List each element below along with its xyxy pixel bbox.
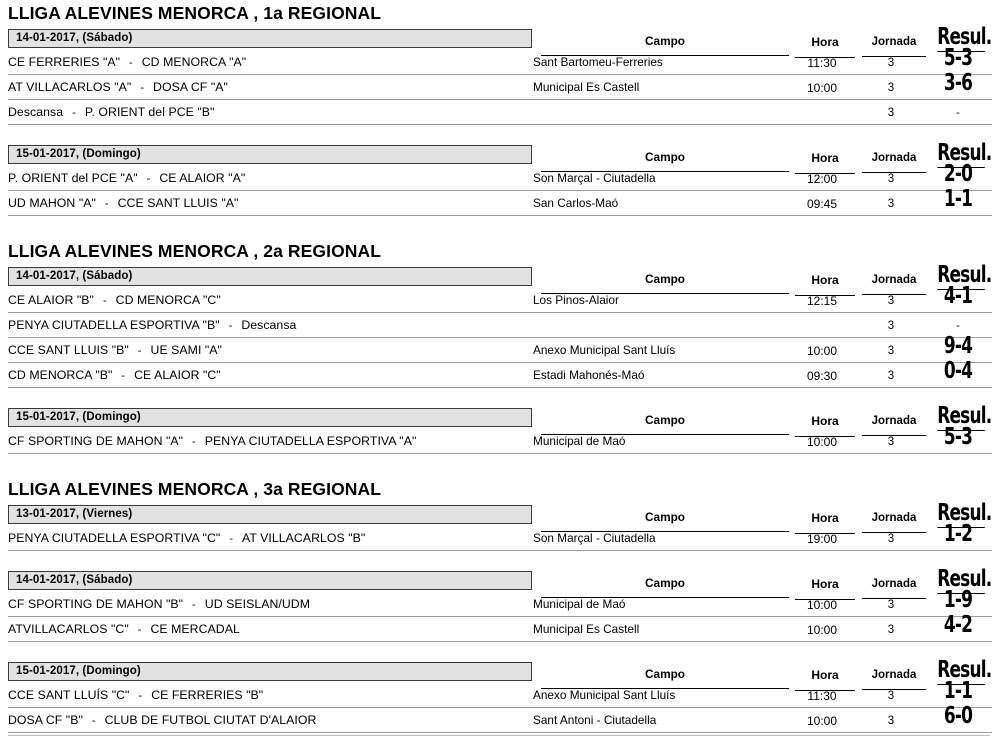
match-result: 5-3	[943, 424, 973, 450]
column-header-resul: Resul.	[937, 140, 992, 166]
vs-separator: -	[72, 107, 76, 119]
match-teams	[8, 617, 528, 643]
table-row	[8, 186, 992, 216]
column-headers	[541, 500, 992, 526]
block-spacer	[0, 460, 1000, 474]
column-header-hora: Hora	[795, 267, 855, 296]
home-team: AT VILLACARLOS "A"	[8, 80, 132, 94]
column-header-jornada: Jornada	[862, 505, 926, 533]
match-time: 11:30	[807, 689, 837, 703]
away-team: CE FERRERIES "B"	[151, 688, 264, 702]
table-row	[8, 313, 992, 338]
home-team: ATVILLACARLOS "C"	[8, 622, 129, 636]
home-team: CCE SANT LLUIS "B"	[8, 343, 129, 357]
home-team: PENYA CIUTADELLA ESPORTIVA "B"	[8, 318, 220, 332]
date-block	[0, 657, 1000, 733]
match-time: 10:00	[806, 623, 838, 637]
away-team: DOSA CF "A"	[153, 80, 228, 94]
match-time: 11:30	[807, 56, 837, 70]
match-teams	[8, 338, 528, 364]
home-team: CCE SANT LLUÍS "C"	[8, 688, 130, 702]
column-header-hora: Hora	[795, 662, 855, 691]
block-spacer	[0, 131, 1000, 145]
date-header-row	[0, 262, 1000, 288]
column-headers	[541, 403, 992, 429]
column-header-resul: Resul.	[937, 403, 992, 429]
match-venue: San Carlos-Maó	[533, 196, 619, 210]
date-badge: 14-01-2017, (Sábado)	[8, 267, 532, 286]
away-team: Descansa	[241, 318, 297, 332]
match-matchday: 3	[887, 320, 895, 332]
date-block	[0, 500, 1000, 551]
date-header-row	[0, 500, 1000, 526]
match-teams	[8, 100, 528, 126]
match-venue: Municipal Es Castell	[533, 80, 640, 94]
block-spacer	[0, 648, 1000, 662]
match-teams	[8, 592, 528, 618]
home-team: CE FERRERIES "A"	[8, 55, 121, 69]
vs-separator: -	[104, 198, 109, 210]
match-time: 09:30	[806, 369, 838, 383]
column-header-hora: Hora	[795, 408, 855, 437]
home-team: CD MENORCA "B"	[8, 368, 113, 382]
date-badge: 15-01-2017, (Domingo)	[8, 662, 532, 681]
home-team: P. ORIENT del PCE "A"	[8, 171, 138, 185]
away-team: PENYA CIUTADELLA ESPORTIVA "A"	[204, 434, 417, 448]
date-badge: 14-01-2017, (Sábado)	[8, 29, 532, 48]
league-section	[0, 236, 1000, 474]
vs-separator: -	[229, 533, 234, 545]
vs-separator: -	[138, 690, 143, 702]
match-teams	[8, 50, 528, 76]
vs-separator: -	[102, 295, 107, 307]
match-matchday: 3	[887, 533, 895, 545]
column-header-resul: Resul.	[937, 500, 992, 526]
match-teams	[8, 75, 528, 101]
column-header-campo: Campo	[541, 145, 789, 172]
column-header-campo: Campo	[541, 408, 789, 435]
match-teams	[8, 288, 528, 314]
match-teams	[8, 429, 528, 455]
column-headers	[541, 657, 992, 683]
column-header-hora: Hora	[795, 505, 855, 534]
vs-separator: -	[137, 345, 142, 357]
match-result: 1-1	[943, 186, 973, 212]
date-block	[0, 24, 1000, 125]
match-teams	[8, 166, 528, 192]
match-matchday: 3	[887, 370, 895, 382]
table-row	[8, 521, 992, 551]
column-header-resul: Resul.	[937, 262, 992, 288]
match-time: 10:00	[806, 81, 838, 95]
column-header-resul: Resul.	[937, 566, 992, 592]
date-header-row	[0, 403, 1000, 429]
match-time: 12:15	[806, 294, 838, 308]
away-team: CLUB DE FUTBOL CIUTAT D'ALAIOR	[104, 713, 317, 727]
vs-separator: -	[146, 173, 151, 185]
table-row	[8, 161, 992, 191]
away-team: P. ORIENT del PCE "B"	[84, 105, 215, 119]
column-headers	[541, 24, 992, 50]
match-teams	[8, 708, 528, 734]
match-venue: Sant Bartomeu-Ferreries	[533, 55, 663, 69]
match-teams	[8, 683, 528, 709]
table-row	[8, 587, 992, 617]
vs-separator: -	[140, 82, 145, 94]
date-block	[0, 140, 1000, 216]
table-row	[8, 100, 992, 125]
column-header-hora: Hora	[795, 145, 855, 174]
match-venue: Los Pinos-Alaior	[533, 293, 619, 307]
block-spacer	[0, 222, 1000, 236]
away-team: UE SAMI "A"	[150, 343, 222, 357]
date-badge: 15-01-2017, (Domingo)	[8, 145, 532, 164]
match-venue: Anexo Municipal Sant Lluís	[533, 688, 676, 702]
column-headers	[541, 262, 992, 288]
match-result: -	[956, 107, 960, 119]
table-row	[8, 333, 992, 363]
date-block	[0, 566, 1000, 642]
column-header-jornada: Jornada	[862, 29, 926, 57]
date-block	[0, 403, 1000, 454]
match-venue: Son Marçal - Ciutadella	[533, 171, 656, 185]
date-badge: 15-01-2017, (Domingo)	[8, 408, 532, 427]
match-time: 10:00	[806, 598, 838, 612]
vs-separator: -	[192, 436, 196, 448]
match-result: 3-6	[943, 70, 973, 96]
match-teams	[8, 313, 528, 339]
column-headers	[541, 140, 992, 166]
column-header-hora: Hora	[795, 29, 855, 58]
match-teams	[8, 363, 528, 389]
home-team: PENYA CIUTADELLA ESPORTIVA "C"	[8, 531, 221, 545]
table-row	[8, 45, 992, 75]
vs-separator: -	[129, 57, 133, 69]
match-result: 0-4	[943, 358, 973, 384]
away-team: AT VILLACARLOS "B"	[242, 531, 366, 545]
column-headers	[541, 566, 992, 592]
league-section	[0, 474, 1000, 733]
home-team: CF SPORTING DE MAHON "A"	[8, 434, 184, 448]
date-header-row	[0, 566, 1000, 592]
match-teams	[8, 191, 528, 217]
table-row	[8, 70, 992, 100]
league-section	[0, 0, 1000, 236]
home-team: Descansa	[8, 105, 64, 119]
column-header-jornada: Jornada	[862, 571, 926, 599]
match-result: 6-0	[943, 703, 973, 729]
match-venue: Municipal de Maó	[533, 597, 626, 611]
column-header-jornada: Jornada	[862, 662, 926, 690]
date-badge: 14-01-2017, (Sábado)	[8, 571, 532, 590]
block-spacer	[0, 557, 1000, 571]
date-header-row	[0, 140, 1000, 166]
table-row	[8, 424, 992, 454]
league-title: LLIGA ALEVINES MENORCA , 1a REGIONAL	[8, 3, 382, 23]
match-time: 12:00	[806, 172, 838, 186]
league-title: LLIGA ALEVINES MENORCA , 2a REGIONAL	[8, 241, 382, 261]
column-header-campo: Campo	[541, 29, 789, 56]
table-row	[8, 612, 992, 642]
match-result: 1-2	[943, 521, 973, 547]
date-header-row	[0, 657, 1000, 683]
table-row	[8, 678, 992, 708]
away-team: CE ALAIOR "A"	[159, 171, 246, 185]
league-title: LLIGA ALEVINES MENORCA , 3a REGIONAL	[8, 479, 382, 499]
match-matchday: 3	[887, 198, 895, 210]
home-team: UD MAHON "A"	[8, 196, 96, 210]
match-result: 9-4	[943, 333, 973, 359]
column-header-campo: Campo	[541, 662, 789, 689]
home-team: CE ALAIOR "B"	[8, 293, 94, 307]
match-matchday: 3	[887, 107, 895, 119]
match-matchday: 3	[887, 436, 895, 448]
home-team: DOSA CF "B"	[8, 713, 83, 727]
match-result: 2-0	[943, 161, 973, 187]
match-matchday: 3	[887, 82, 895, 94]
match-venue: Anexo Municipal Sant Lluís	[533, 343, 676, 357]
table-row	[8, 358, 992, 388]
away-team: CCE SANT LLUIS "A"	[117, 196, 239, 210]
column-header-resul: Resul.	[937, 24, 992, 50]
column-header-campo: Campo	[541, 267, 789, 294]
match-matchday: 3	[887, 57, 895, 69]
match-matchday: 3	[887, 690, 895, 702]
away-team: CE ALAIOR "C"	[134, 368, 221, 382]
match-time: 10:00	[806, 435, 838, 449]
vs-separator: -	[137, 624, 142, 636]
match-venue: Son Marçal - Ciutadella	[533, 531, 656, 545]
date-block	[0, 262, 1000, 388]
match-result: 1-1	[943, 678, 973, 704]
away-team: CD MENORCA "C"	[115, 293, 221, 307]
match-matchday: 3	[887, 624, 895, 636]
vs-separator: -	[228, 320, 233, 332]
home-team: CF SPORTING DE MAHON "B"	[8, 597, 184, 611]
match-venue: Estadi Mahonés-Maó	[533, 368, 645, 382]
column-header-campo: Campo	[541, 505, 789, 532]
date-badge: 13-01-2017, (Viernes)	[8, 505, 532, 524]
column-header-campo: Campo	[541, 571, 789, 598]
block-spacer	[0, 394, 1000, 408]
date-header-row	[0, 24, 1000, 50]
match-result: 4-1	[943, 283, 973, 309]
match-time: 09:45	[806, 197, 838, 211]
table-row	[8, 703, 992, 733]
match-matchday: 3	[887, 173, 895, 185]
match-result: 4-2	[943, 612, 973, 638]
match-result: -	[956, 320, 960, 332]
vs-separator: -	[121, 370, 126, 382]
away-team: UD SEISLAN/UDM	[204, 597, 311, 611]
column-header-hora: Hora	[795, 571, 855, 600]
match-matchday: 3	[887, 599, 895, 611]
away-team: CE MERCADAL	[150, 622, 240, 636]
vs-separator: -	[192, 599, 196, 611]
match-venue: Municipal de Maó	[533, 434, 626, 448]
match-time: 10:00	[806, 714, 838, 728]
match-matchday: 3	[887, 295, 895, 307]
table-row	[8, 283, 992, 313]
match-venue: Sant Antoni - Ciutadella	[533, 713, 657, 727]
match-venue: Municipal Es Castell	[533, 622, 640, 636]
match-result: 1-9	[943, 587, 973, 613]
column-header-resul: Resul.	[937, 657, 992, 683]
column-header-jornada: Jornada	[862, 408, 926, 436]
vs-separator: -	[91, 715, 96, 727]
match-time: 19:00	[806, 532, 838, 546]
column-header-jornada: Jornada	[862, 145, 926, 173]
match-matchday: 3	[887, 345, 895, 357]
match-time: 10:00	[806, 344, 838, 358]
column-header-jornada: Jornada	[862, 267, 926, 295]
match-result: 5-3	[943, 45, 973, 71]
match-matchday: 3	[887, 715, 895, 727]
match-teams	[8, 526, 528, 552]
away-team: CD MENORCA "A"	[141, 55, 247, 69]
